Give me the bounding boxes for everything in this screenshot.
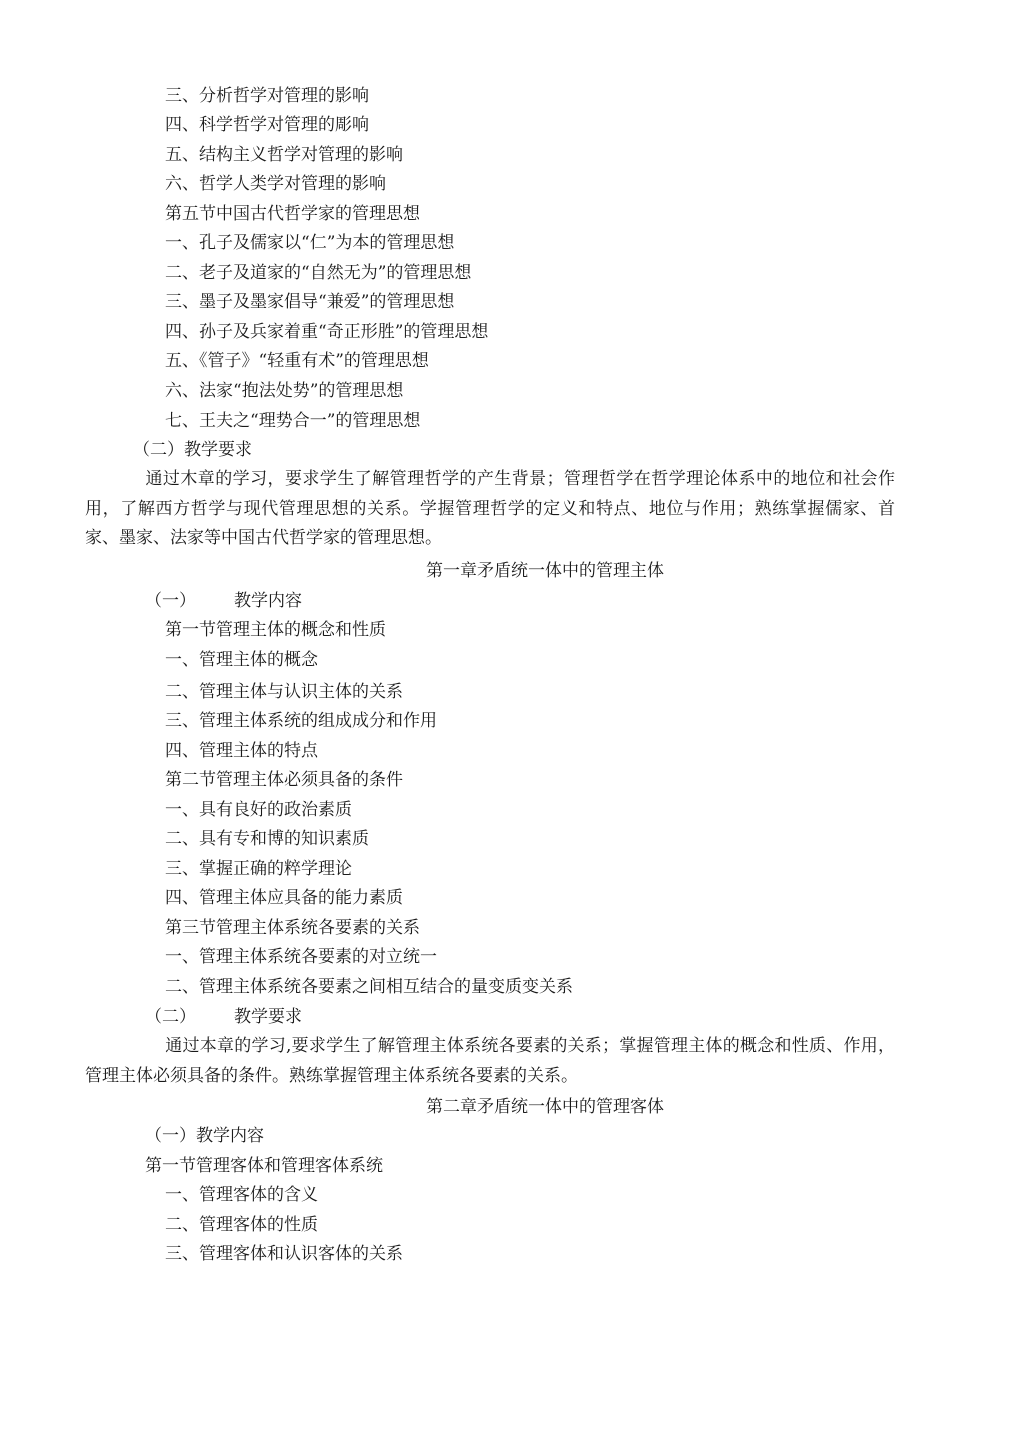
requirements-heading: （二）教学要求 bbox=[133, 440, 252, 460]
content-heading bbox=[145, 590, 302, 612]
list-item: 二、管理主体与认识主体的关系 bbox=[165, 682, 403, 702]
content-heading: （一）教学内容 bbox=[145, 1126, 264, 1146]
list-item: 三、分析哲学对管理的影响 bbox=[165, 86, 369, 106]
section-title: 第一节管理主体的概念和性质 bbox=[165, 620, 386, 640]
list-item: 四、科学哲学对管理的彫响 bbox=[165, 115, 369, 135]
heading-text: 教学要求 bbox=[234, 1007, 302, 1027]
chapter-title: 第一章矛盾统一体中的管理主体 bbox=[426, 561, 664, 581]
requirements-heading bbox=[145, 1006, 302, 1028]
section-title: 第一节管理客体和管理客体系统 bbox=[145, 1156, 383, 1176]
list-item: 六、哲学人类学对管理的影响 bbox=[165, 174, 386, 194]
heading-text: 教学内容 bbox=[234, 591, 302, 611]
list-item: 二、具有专和博的知识素质 bbox=[165, 829, 369, 849]
list-item: 四、管理主体的特点 bbox=[165, 741, 318, 761]
list-item: 二、老子及道家的“自然无为”的管理思想 bbox=[165, 263, 472, 283]
section-title: 第五节中国古代哲学家的管理思想 bbox=[165, 204, 420, 224]
section-title: 第二节管理主体必须具备的条件 bbox=[165, 770, 403, 790]
list-item: 七、王夫之“理势合一”的管理思想 bbox=[165, 411, 421, 431]
list-item: 三、掌握正确的粹学理论 bbox=[165, 859, 352, 879]
list-item: 五、《管子》“轻重有术”的管理思想 bbox=[165, 351, 429, 371]
list-item: 四、管理主体应具备的能力素质 bbox=[165, 888, 403, 908]
list-item: 四、孙子及兵家着重“奇正形胜”的管理思想 bbox=[165, 322, 489, 342]
requirements-paragraph bbox=[85, 1032, 895, 1091]
list-item: 三、墨子及墨家倡导“兼爱”的管理思想 bbox=[165, 292, 455, 312]
paragraph-text: 通过本章的学习,要求学生了解管理主体系统各要素的关系；掌握管理主体的概念和性质、作用，管理主体必须具备的条件。熟练掌握管理主体系统各要素的关系。 bbox=[85, 1036, 895, 1086]
list-item: 一、管理主体的概念 bbox=[165, 650, 318, 670]
section-title: 第三节管理主体系统各要素的关系 bbox=[165, 918, 420, 938]
paragraph-text: 通过木章的学习，要求学生了解管理哲学的产生背景；管理哲学在哲学理论体系中的地位和社会作用，了解西方哲学与现代管理思想的关系。学握管理哲学的定义和特点、地位与作用；熟练掌握儒家、首家、墨家、法家等中国古代哲学家的管理思想。 bbox=[85, 469, 895, 548]
list-item: 二、管理客体的性质 bbox=[165, 1215, 318, 1235]
heading-number: （一） bbox=[145, 591, 196, 611]
list-item: 一、管理主体系统各要素的对立统一 bbox=[165, 947, 437, 967]
list-item: 三、管理客体和认识客体的关系 bbox=[165, 1244, 403, 1264]
list-item: 三、管理主体系统的组成成分和作用 bbox=[165, 711, 437, 731]
list-item: 二、管理主体系统各要素之间相互结合的量变质变关系 bbox=[165, 977, 573, 997]
list-item: 一、具有良好的政治素质 bbox=[165, 800, 352, 820]
list-item: 五、结构主义哲学对管理的影响 bbox=[165, 145, 403, 165]
chapter-title: 第二章矛盾统一体中的管理客体 bbox=[426, 1097, 664, 1117]
list-item: 一、管理客体的含义 bbox=[165, 1185, 318, 1205]
list-item: 一、孔子及儒家以“仁”为本的管理思想 bbox=[165, 233, 455, 253]
requirements-paragraph bbox=[85, 465, 895, 554]
heading-number: （二） bbox=[145, 1007, 196, 1027]
list-item: 六、法家“抱法处势”的管理思想 bbox=[165, 381, 404, 401]
